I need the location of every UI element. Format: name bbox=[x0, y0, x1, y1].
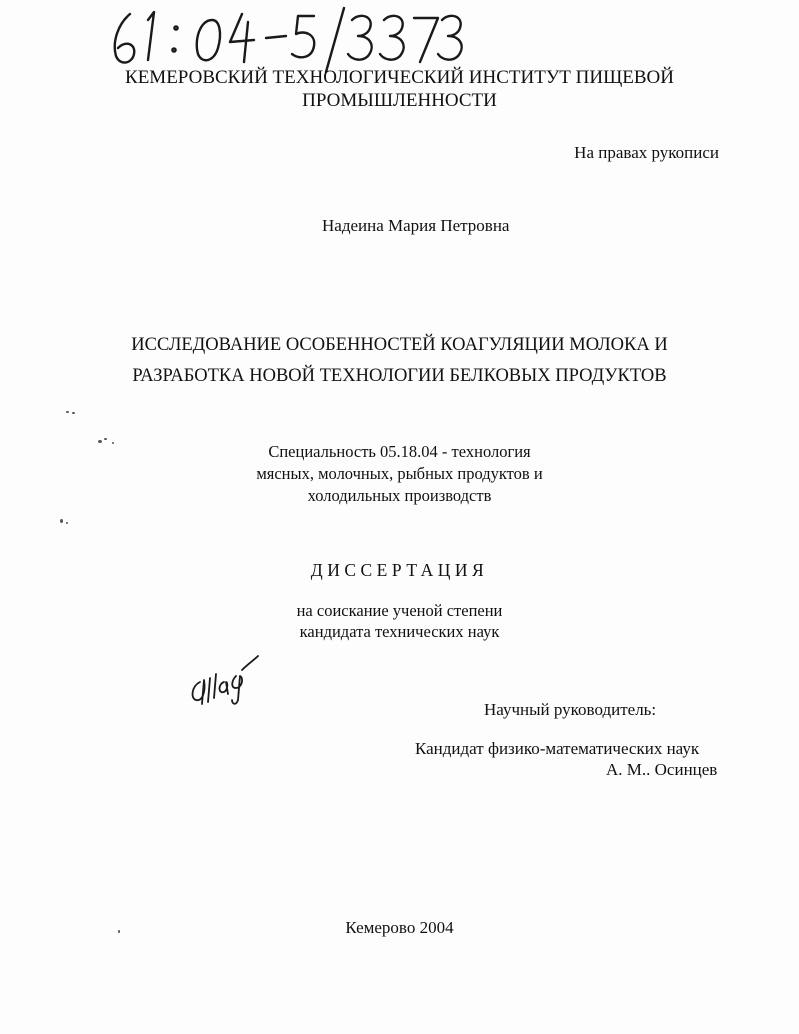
institute-name-line-1: КЕМЕРОВСКИЙ ТЕХНОЛОГИЧЕСКИЙ ИНСТИТУТ ПИЩЕВОЙ bbox=[125, 67, 674, 88]
scan-speck bbox=[72, 412, 75, 414]
document-type-heading: ДИССЕРТАЦИЯ bbox=[310, 560, 489, 580]
handwritten-signature bbox=[186, 652, 262, 710]
scan-speck bbox=[60, 519, 63, 523]
author-name: Надеина Мария Петровна bbox=[322, 216, 510, 235]
specialty-line-3: холодильных производств bbox=[307, 486, 492, 505]
title-line-1: ИССЛЕДОВАНИЕ ОСОБЕННОСТЕЙ КОАГУЛЯЦИИ МОЛОКА И bbox=[131, 335, 668, 355]
scan-speck bbox=[98, 440, 102, 443]
supervisor-label: Научный руководитель: bbox=[484, 700, 657, 719]
manuscript-rights-note: На правах рукописи bbox=[574, 143, 719, 162]
specialty-line-2: мясных, молочных, рыбных продуктов и bbox=[256, 464, 543, 483]
scan-speck bbox=[66, 411, 69, 413]
institute-name bbox=[0, 66, 799, 112]
scan-speck bbox=[118, 930, 120, 933]
dissertation-title bbox=[0, 330, 799, 392]
scan-speck bbox=[66, 522, 68, 524]
specialty-line-1: Специальность 05.18.04 - технология bbox=[268, 442, 531, 461]
city-year: Кемерово 2004 bbox=[345, 918, 454, 937]
supervisor-degree: Кандидат физико-математических наук bbox=[415, 739, 700, 758]
supervisor-name: А. М.. Осинцев bbox=[606, 760, 718, 779]
title-line-2: РАЗРАБОТКА НОВОЙ ТЕХНОЛОГИИ БЕЛКОВЫХ ПРОДУКТОВ bbox=[132, 366, 667, 386]
institute-name-line-2: ПРОМЫШЛЕННОСТИ bbox=[302, 90, 497, 111]
degree-line-1: на соискание ученой степени bbox=[296, 601, 503, 620]
degree-line-2: кандидата технических наук bbox=[299, 622, 500, 641]
scan-speck bbox=[112, 442, 114, 444]
degree-block bbox=[0, 600, 799, 642]
specialty-block bbox=[0, 441, 799, 507]
scan-speck bbox=[104, 438, 107, 440]
